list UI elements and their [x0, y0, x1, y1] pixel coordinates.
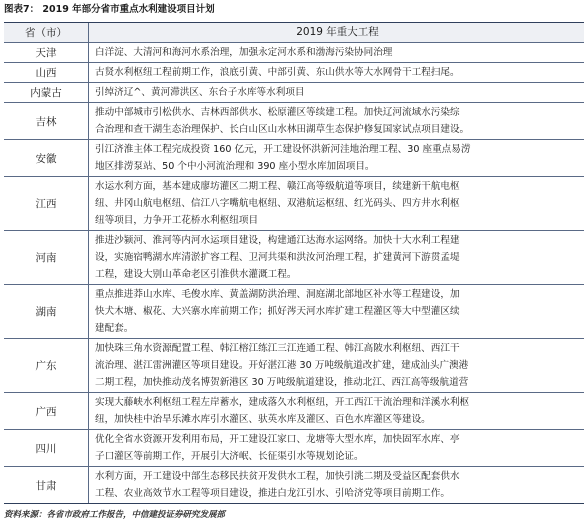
- projects-cell: [89, 103, 584, 139]
- table-row: [4, 466, 584, 503]
- projects-cell: [89, 63, 584, 82]
- project-text-line: 子口灌区等前期工作，开展引大济岷、长征渠引水等规划论证。: [95, 451, 364, 462]
- project-text-line: 纽等项目，力争开工花桥水利枢纽项目: [95, 215, 259, 226]
- project-text-line: 水运水利方面，基本建成廖坊灌区二期工程、赣江高等级航道等项目，续建新干航电枢: [95, 181, 460, 192]
- project-text-line: 优化全省水资源开发利用布局，开工建设江家口、龙塘等大型水库，加快固军水库、亭: [95, 434, 460, 445]
- table-row: [4, 139, 584, 176]
- province-cell: 广东: [4, 339, 89, 392]
- table-row: [4, 82, 584, 102]
- projects-cell: [89, 43, 584, 62]
- province-cell: 山西: [4, 63, 89, 82]
- project-text-line: 推进沙颍河、淮河等内河水运项目建设，构建通江达海水运网络。加快十大水利工程建: [95, 235, 460, 246]
- table-row: [4, 62, 584, 82]
- project-text-line: 加快珠三角水资源配置工程、韩江榕江练江三江连通工程、韩江高陂水利枢纽、西江干: [95, 343, 460, 354]
- projects-table: [4, 22, 584, 504]
- projects-cell: [89, 467, 584, 503]
- project-text-line: 引江济淮主体工程完成投资 160 亿元，开工建设怀洪新河洼地治理工程、30 座重点易涝: [95, 144, 471, 155]
- project-text-line: 地区排涝泵站、50 个中小河流治理和 390 座小型水库加固项目。: [95, 161, 375, 172]
- project-text-line: 重点推进莽山水库、毛俊水库、黄盖湖防洪治理、洞庭湖北部地区补水等工程建设，加: [95, 289, 460, 300]
- project-text-line: 流治理、湛江雷洲灌区等项目建设。开好湛江港 30 万吨级航道改扩建，建成汕头广澳港: [95, 360, 469, 371]
- province-cell: 吉林: [4, 103, 89, 139]
- table-row: [4, 42, 584, 62]
- table-row: [4, 284, 584, 338]
- province-cell: 河南: [4, 231, 89, 284]
- province-cell: 天津: [4, 43, 89, 62]
- province-cell: 湖南: [4, 285, 89, 338]
- province-cell: 广西: [4, 393, 89, 429]
- province-cell: 四川: [4, 430, 89, 466]
- table-row: [4, 102, 584, 139]
- project-text-line: 引绰济辽^、黄河滞洪区、东台子水库等水利项目: [95, 87, 305, 98]
- project-text-line: 工程，建设大别山革命老区引淮供水灌溉工程。: [95, 269, 297, 280]
- projects-cell: [89, 430, 584, 466]
- projects-cell: [89, 177, 584, 230]
- projects-cell: [89, 140, 584, 176]
- project-text-line: 纽、井冈山航电枢纽、信江八字嘴航电枢纽、双港航运枢纽、红光码头、四方井水利枢: [95, 198, 460, 209]
- projects-cell: [89, 231, 584, 284]
- province-cell: 安徽: [4, 140, 89, 176]
- projects-cell: [89, 393, 584, 429]
- project-text-line: 工程、农业高效节水工程等项目建设，推进白龙江引水、引哈济党等项目前期工作。: [95, 488, 450, 499]
- projects-cell: [89, 339, 584, 392]
- province-cell: 甘肃: [4, 467, 89, 503]
- project-text-line: 设，实施宿鸭湖水库清淤扩容工程、卫河共渠和洪汝河治理工程，扩建黄河下游贯孟堤: [95, 252, 460, 263]
- project-text-line: 建配套。: [95, 323, 134, 334]
- project-text-line: 实现大藤峡水利枢纽工程左岸蓄水，建成落久水利枢纽，开工西江干流治理和洋溪水利枢: [95, 397, 470, 408]
- projects-cell: [89, 285, 584, 338]
- project-text-line: 古贤水利枢纽工程前期工作，浪底引黄、中部引黄、东山供水等大水网骨干工程扫尾。: [95, 67, 460, 78]
- project-text-line: 合治理和查干湖生态治理保护、长白山区山水林田湖草生态保护修复国家试点项目建设。: [95, 124, 470, 135]
- province-cell: 内蒙古: [4, 83, 89, 102]
- source-note: 资料来源：各省市政府工作报告，中信建投证券研究发展部: [4, 510, 226, 520]
- table-row: [4, 176, 584, 230]
- table-row: [4, 230, 584, 284]
- table-row: [4, 429, 584, 466]
- figure-title: 图表7： 2019 年部分省市重点水利建设项目计划: [4, 4, 215, 15]
- project-text-line: 快犬木塘、椒花、大兴寨水库前期工作；抓好涔天河水库扩建工程灌区等大中型灌区续: [95, 306, 460, 317]
- project-text-line: 推动中部城市引松供水、吉林西部供水、松原灌区等续建工程。加快辽河流域水污染综: [95, 107, 460, 118]
- table-header-row: [4, 23, 584, 42]
- table-row: [4, 338, 584, 392]
- header-province: 省（市）: [4, 23, 89, 42]
- projects-cell: [89, 83, 584, 102]
- table-row: [4, 392, 584, 429]
- province-cell: 江西: [4, 177, 89, 230]
- project-text-line: 水利方面，开工建设中部生态移民扶贫开发供水工程，加快引洮二期及受益区配套供水: [95, 471, 460, 482]
- project-text-line: 纽，加快桂中治旱乐滩水库引水灌区、驮英水库及灌区、百色水库灌区等建设。: [95, 414, 431, 425]
- project-text-line: 二期工程，加快推动茂名博贺新港区 30 万吨级航道建设，推动北江、西江高等级航道营: [95, 377, 469, 388]
- project-text-line: 白洋淀、大清河和海河水系治理，加强永定河水系和渤海污染协同治理: [95, 47, 393, 58]
- header-projects: 2019 年重大工程: [296, 26, 379, 38]
